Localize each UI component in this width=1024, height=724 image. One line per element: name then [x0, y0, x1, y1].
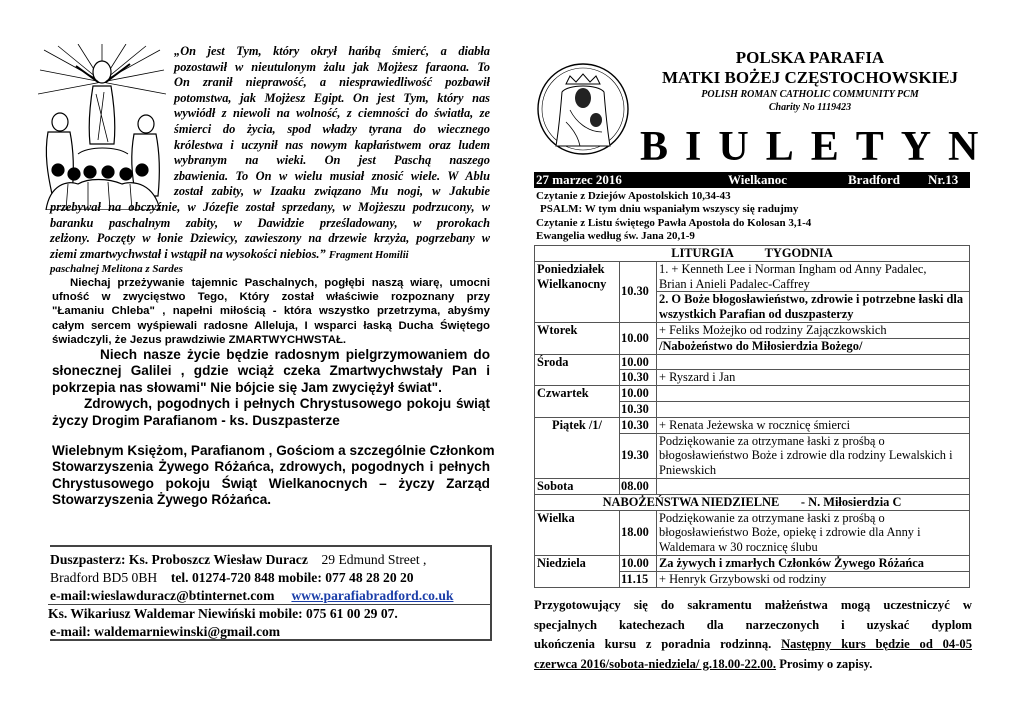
table-row: [535, 494, 970, 510]
time-cell: 11.15: [620, 571, 657, 587]
intention-cell: + Ryszard i Jan: [657, 370, 970, 386]
parish-name-line2: MATKI BOŻEJ CZĘSTOCHOWSKIEJ: [662, 68, 958, 87]
greeting-line: pokrzepia nas słowami" Nie bójcie się Jam zwyciężył świat".: [52, 379, 442, 395]
marriage-course-notice: [534, 596, 972, 674]
notice-text: Prosimy o zapisy.: [779, 656, 873, 671]
homily-source-line: paschalnej Melitona z Sardes: [50, 263, 183, 276]
intention-cell: [657, 401, 970, 417]
greeting-line: Wielebnym Księżom, Parafianom , Gościom a szczególnie Członkom: [52, 442, 495, 458]
intention-cell: + Feliks Możejko od rodziny Zajączkowskich: [657, 322, 970, 338]
day-cell: Poniedziałek Wielkanocny: [535, 261, 620, 322]
homily-line: wybranym na wieki. On jest Paschą naszego: [174, 153, 490, 168]
table-row: [535, 354, 970, 370]
table-row: [535, 261, 970, 292]
homily-line: wywiódł z niewoli na wolność, z ciemności do światła, ze: [174, 106, 490, 121]
next-course-date: Następny kurs będzie od 04-05: [781, 637, 973, 651]
schedule-header: [535, 246, 970, 262]
table-row: [535, 322, 970, 338]
homily-line: przebywał na obczyźnie, w Józefie został sprzedany, w Mojżeszu podrzucony, w: [50, 199, 490, 214]
day-cell: Środa: [535, 354, 620, 386]
intention-cell: [657, 261, 970, 292]
sunday-header-a: NABOŻEŃSTWA NIEDZIELNE: [602, 494, 780, 509]
homily-last: ziemi zmartwychwstał i wstąpił na wysokości niebios.”: [50, 246, 326, 261]
greeting-line: Niech nasze życie będzie radosnym pielgrzymowaniem do: [100, 346, 490, 362]
intention-cell: Podziękowanie za otrzymane łaski z prośbą o błogosławieństwo Boże, opiekę i zdrowie dla Anny i Waldemara w 30 rocznicę ślubu: [657, 510, 970, 555]
notice-line: specjalnych katechezach dla narzeczonych i uzyskać dyplom: [534, 617, 972, 632]
intention-cell: Za żywych i zmarłych Członków Żywego Różańca: [657, 555, 970, 571]
bulletin-date: 27 marzec 2016: [536, 172, 622, 187]
sunday-header: [535, 494, 970, 510]
time-cell: 10.00: [620, 555, 657, 571]
vicar-line: Ks. Wikariusz Waldemar Niewiński mobile: 075 61 00 29 07.: [48, 604, 490, 623]
day-cell: Piątek /1/: [535, 417, 620, 478]
intention-cell: + Henryk Grzybowski od rodziny: [657, 571, 970, 587]
bulletin-number: Nr.13: [928, 172, 959, 187]
intention-cell: [657, 386, 970, 402]
parish-website-link[interactable]: www.parafiabradford.co.uk: [291, 587, 454, 603]
bulletin-place: Bradford: [848, 172, 900, 187]
pastor-phone: tel. 01274-720 848 mobile: 077 48 28 20 20: [170, 569, 414, 585]
pastor-name: Duszpasterz: Ks. Proboszcz Wiesław Duracz: [50, 552, 308, 567]
homily-line: potomstwa, jak Mojżesz Egipt. On jest Tym, który nas: [174, 90, 490, 105]
time-cell: 10.00: [620, 322, 657, 354]
notice-text: ukończenia kursu z poradnia rodzinną.: [534, 637, 772, 651]
reading-item: Czytanie z Listu świętego Pawła Apostoła do Kolosan 3,1-4: [536, 216, 812, 229]
reading-item: PSALM: W tym dniu wspaniałym wszyscy się radujmy: [540, 203, 799, 216]
homily-line: „On jest Tym, który okrył hańbą śmierć, a diabła: [174, 44, 490, 58]
day-cell: Sobota: [535, 478, 620, 494]
parish-name-line1: POLSKA PARAFIA: [735, 48, 885, 67]
day-cell: Niedziela: [535, 555, 620, 587]
reading-item: Ewangelia według św. Jana 20,1-9: [536, 230, 695, 243]
homily-line: zelżony. Poczęty w łonie Dziewicy, zawieszony na drzewie krzyża, pogrzebany w: [50, 231, 490, 246]
time-cell: 19.30: [620, 433, 657, 478]
time-cell: 10.00: [620, 386, 657, 402]
greeting-line: Stowarzyszenia Żywego Różańca.: [52, 492, 272, 508]
notice-line: [534, 655, 972, 675]
intention-cell: [657, 354, 970, 370]
contact-line: [50, 569, 490, 587]
day-cell: Wielka: [535, 510, 620, 555]
vicar-email: e-mail: waldemarniewinski@gmail.com: [50, 624, 281, 640]
readings-list: [536, 190, 972, 244]
pastor-email: e-mail:wieslawduracz@btinternet.com: [50, 587, 275, 603]
greeting-line: życzy Drogim Parafianom - ks. Duszpasterze: [52, 412, 340, 428]
intention-cell: 2. O Boże błogosławieństwo, zdrowie i potrzebne łaski dla wszystkich Parafian od duszpasterzy: [657, 292, 970, 323]
bulletin-info-bar: [534, 172, 970, 188]
charity-number: Charity No 1119423: [768, 102, 852, 113]
parish-english-name: POLISH ROMAN CATHOLIC COMMUNITY PCM: [701, 89, 919, 100]
table-row: [535, 386, 970, 402]
homily-quote: [50, 44, 490, 278]
pastor-postcode: Bradford BD5 0BH: [50, 569, 158, 585]
table-row: [535, 478, 970, 494]
intention-cell: Podziękowanie za otrzymane łaski z prośbą o błogosławieństwo Boże i zdrowie dla rodziny Lewalskich i Pniewskich: [657, 433, 970, 478]
homily-line: zbawienia. To On w wielu musiał znosić wiele. W Ablu: [174, 168, 490, 183]
homily-line: królestwa i uczynił nas nowym kapłaństwem oraz ludem: [174, 137, 490, 152]
greeting-line: "Łamaniu Chleba" , napełni miłością - która wszystko przetrzyma, abyśmy: [52, 305, 490, 318]
day-cell: Wtorek: [535, 322, 620, 354]
greeting-line: Stowarzyszenia Żywego Różańca, zdrowych, pogodnych i pełnych: [52, 459, 490, 475]
homily-source: Fragment Homilii: [328, 249, 409, 261]
bulletin-feast: Wielkanoc: [728, 172, 787, 187]
table-row: [535, 246, 970, 262]
table-row: [535, 510, 970, 555]
time-cell: 10.00: [620, 354, 657, 370]
intention-cell: /Nabożeństwo do Miłosierdzia Bożego/: [657, 338, 970, 354]
homily-line: został zabity, w Izaaku związano Mu nogi, w Jakubie: [174, 184, 490, 199]
schedule-header-b: TYGODNIA: [764, 246, 833, 260]
homily-line: baranku paschalnym zabity, w Dawidzie prześladowany, w prorokach: [50, 215, 490, 230]
intention-text: 1. + Kenneth Lee i Norman Ingham od Anny Padalec,: [659, 261, 927, 276]
intention-cell: [657, 478, 970, 494]
homily-line: On zranił nieprawość, a niesprawiedliwość pozbawił: [174, 75, 490, 90]
time-cell: 10.30: [620, 261, 657, 322]
next-course-date-cont: czerwca 2016/sobota-niedziela/ g.18.00-22.00.: [534, 656, 777, 671]
day-cell: Czwartek: [535, 386, 620, 418]
greeting-line: Zdrowych, pogodnych i pełnych Chrystusowego pokoju świąt: [84, 396, 490, 412]
greeting-line: słonecznej Galilei , gdzie wciąż czeka Zmartwychwstały Pan i: [52, 363, 490, 379]
homily-line: pozostawił w nieutulonym żalu jak Mojżesz faraona. To: [174, 59, 490, 74]
mass-schedule-table: [534, 245, 970, 588]
easter-greetings: [52, 276, 495, 508]
homily-line: śmierci do życia, spod władzy tyrana do wiecznego: [174, 121, 490, 136]
greeting-line: ufność w zwycięstwo Tego, Który został właściwie rozpoznany przy: [52, 291, 490, 304]
pastor-address: 29 Edmund Street ,: [321, 552, 427, 567]
greeting-line: Chrystusowego pokoju Świąt Wielkanocnych – życzy Zarząd: [52, 475, 490, 491]
greeting-line: Niechaj przeżywanie tajemnic Paschalnych, pogłębi naszą wiarę, umocni: [70, 277, 490, 289]
homily-line: [50, 247, 490, 263]
greeting-line: całym sercem wyśpiewali radosne Alleluja, I wsparci łaską Ducha Świętego: [52, 319, 490, 332]
notice-line: Przygotowujący się do sakramentu małżeństwa mogą uczestniczyć w: [534, 598, 972, 612]
time-cell: 10.30: [620, 417, 657, 433]
table-row: [535, 417, 970, 433]
intention-text: Brian i Anieli Padalec-Caffrey: [659, 276, 810, 291]
time-cell: 10.30: [620, 401, 657, 417]
contact-line: [50, 587, 490, 605]
reading-item: Czytanie z Dziejów Apostolskich 10,34-43: [536, 190, 731, 202]
contact-line: [50, 551, 490, 569]
time-cell: 10.30: [620, 370, 657, 386]
intention-cell: + Renata Jeżewska w rocznicę śmierci: [657, 417, 970, 433]
bulletin-title: BIULETYN: [640, 124, 996, 170]
sunday-header-b: - N. Miłosierdzia C: [800, 494, 902, 509]
table-row: [535, 555, 970, 571]
greeting-line: świadczyli, że Jezus prawdziwie ZMARTWYCHWSTAŁ.: [52, 333, 347, 346]
schedule-header-a: LITURGIA: [671, 246, 734, 260]
time-cell: 08.00: [620, 478, 657, 494]
time-cell: 18.00: [620, 510, 657, 555]
notice-line: [534, 635, 972, 655]
black-madonna-icon: [536, 62, 630, 156]
contact-box: [50, 545, 492, 641]
parish-header: [640, 48, 980, 114]
